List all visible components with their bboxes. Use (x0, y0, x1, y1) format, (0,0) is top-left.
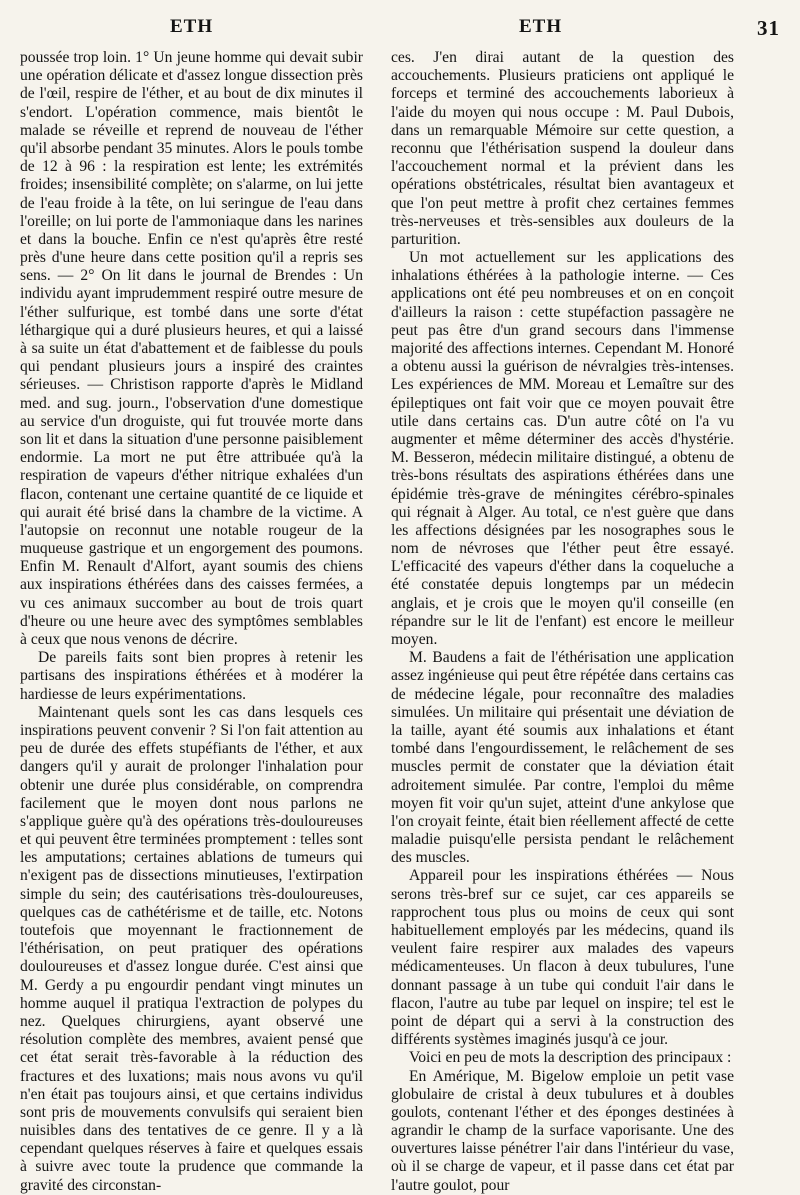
right-paragraph-4: Appareil pour les inspirations éthérées — Nous serons très-bref sur ce sujet, car ces appareils se rapprochent tous plus ou moins de ceux qui sont habituellement employés par les médecins, quand ils veulent faire respirer aux malades des vapeurs médicamenteuses. Un flacon à deux tubulures, l'une donnant passage à un tube qui conduit l'air dans le flacon, l'autre au tube par lequel on inspire; tel est le point de départ qui a servi à la construction des différents systèmes imaginés jusqu'à ce jour. (391, 867, 734, 1049)
right-column (391, 49, 734, 1195)
left-paragraph-1: poussée trop loin. 1° Un jeune homme qui devait subir une opération délicate et d'assez longue dissection près de l'œil, respire de l'éther, et au bout de dix minutes il s'endort. L'opération commence, mais bientôt le malade se réveille et reprend de nouveau de l'éther qu'il absorbe pendant 35 minutes. Alors le pouls tombe de 12 à 96 : la respiration est lente; les extrémités froides; insensibilité complète; on s'alarme, on lui jette de l'eau froide à la tête, on lui seringue de l'eau dans l'oreille; on lui porte de l'ammoniaque dans les narines et dans la bouche. Enfin ce n'est qu'après être resté près d'une heure dans cette position qu'il a repris ses sens. — 2° On lit dans le journal de Brendes : Un individu ayant imprudemment respiré outre mesure de l'éther sulfurique, est tombé dans une sorte d'état léthargique qui a duré plusieurs heures, et qui a laissé à sa suite un état d'abattement et de faiblesse du pouls qui pendant plusieurs jours a inspiré des craintes sérieuses. — Christison rapporte d'après le Midland med. and sug. journ., l'observation d'une domestique au service d'un droguiste, qui fut trouvée morte dans son lit et dans la situation d'une personne paisiblement endormie. La mort ne put être attribuée qu'à la respiration de vapeurs d'éther nitrique exhalées d'un flacon, contenant une certaine quantité de ce liquide et qui aurait été brisé dans la chambre de la victime. A l'autopsie on reconnut une notable rougeur de la muqueuse gastrique et un engorgement des poumons. Enfin M. Renault d'Alfort, ayant soumis des chiens aux inspirations éthérées dans des caisses fermées, a vu ces animaux succomber au bout de trois quart d'heure ou une heure avec des symptômes semblables à ceux que nous venons de décrire. (20, 49, 363, 648)
running-header (0, 4, 800, 44)
header-right-title: ETH (519, 16, 563, 37)
left-paragraph-2: De pareils faits sont bien propres à retenir les partisans des inspirations éthérées et à modérer la hardiesse de leurs expérimentations. (20, 649, 363, 703)
page-number: 31 (757, 16, 780, 40)
left-column (20, 49, 363, 1195)
right-paragraph-2: Un mot actuellement sur les applications des inhalations éthérées à la pathologie interne. — Ces applications ont été peu nombreuses et on en conçoit d'ailleurs la raison : cette stupéfaction passagère ne peut pas être d'un grand secours dans l'immense majorité des affections internes. Cependant M. Honoré a obtenu aussi la guérison de névralgies très-intenses. Les expériences de MM. Moreau et Lemaître sur des épileptiques ont fait voir que ce moyen pouvait être utile dans certains cas. D'un autre côté on l'a vu augmenter et même déterminer des accès d'hystérie. M. Besseron, médecin militaire distingué, a obtenu de très-bons résultats des aspirations éthérées dans une épidémie très-grave de méningites cérébro-spinales qui régnait à Alger. Au total, ce n'est guère que dans les affections désignées par les nosographes sous le nom de névroses que l'éther peut être essayé. L'efficacité des vapeurs d'éther dans la coqueluche a été constatée depuis longtemps par un médecin anglais, et je crois que le moyen qu'il conseille (en répandre sur le lit de l'enfant) est encore le meilleur moyen. (391, 249, 734, 648)
header-left-title: ETH (170, 16, 214, 37)
left-paragraph-3: Maintenant quels sont les cas dans lesquels ces inspirations peuvent convenir ? Si l'on fait attention au peu de durée des effets stupéfiants de l'éther, et aux dangers qu'il y aurait de prolonger l'inhalation pour obtenir une durée plus considérable, on comprendra facilement que le moyen dont nous parlons ne s'applique guère qu'à des opérations très-douloureuses et qui peuvent être terminées promptement : telles sont les amputations; certaines ablations de tumeurs qui n'exigent pas de dissections minutieuses, l'extirpation simple du sein; des cautérisations très-douloureuses, quelques cas de cathétérisme et de taille, etc. Notons toutefois que moyennant le fractionnement de l'éthérisation, on peut pratiquer des opérations douloureuses et d'assez longue durée. C'est ainsi que M. Gerdy a pu engourdir pendant vingt minutes un homme auquel il pratiqua l'extraction de polypes du nez. Quelques chirurgiens, ayant observé une résolution complète des membres, avaient pensé que cet état serait très-favorable à la réduction des fractures et des luxations; mais nous avons vu qu'il n'en était pas toujours ainsi, et que certains individus sont pris de mouvements convulsifs qui seraient bien nuisibles dans des tentatives de ce genre. Il y a là cependant quelques réserves à faire et quelques essais à suivre avec toute la prudence que commande la gravité des circonstan- (20, 703, 363, 1194)
right-paragraph-1: ces. J'en dirai autant de la question des accouchements. Plusieurs praticiens ont appliqué le forceps et terminé des accouchements laborieux à l'aide du moyen qui nous occupe : M. Paul Dubois, dans un remarquable Mémoire sur cette question, a reconnu que l'éthérisation suspend la douleur dans l'accouchement normal et la prévient dans les opérations obstétricales, résultat bien avantageux et que l'on peut mettre à profit chez certaines femmes très-nerveuses et très-sensibles aux douleurs de la parturition. (391, 49, 734, 248)
right-paragraph-3: M. Baudens a fait de l'éthérisation une application assez ingénieuse qui peut être répétée dans certains cas de médecine légale, pour reconnaître des maladies simulées. Un militaire qui présentait une déviation de la taille, ayant été soumis aux inhalations et étant tombé dans l'engourdissement, le relâchement de ses muscles permit de constater que la déviation était adroitement simulée. Par contre, l'emploi du même moyen fit voir qu'un sujet, atteint d'une ankylose que l'on croyait feinte, était bien réellement affecté de cette maladie puisqu'elle persista pendant le relâchement des muscles. (391, 649, 734, 867)
right-paragraph-5: Voici en peu de mots la description des principaux : (409, 1049, 732, 1067)
right-paragraph-6: En Amérique, M. Bigelow emploie un petit vase globulaire de cristal à deux tubulures et à doubles goulots, contenant l'éther et des éponges destinées à agrandir le champ de la surface vaporisante. Une des ouvertures laisse pénétrer l'air dans l'intérieur du vase, où il se charge de vapeur, et il passe dans cet état par l'autre goulot, pour (391, 1067, 734, 1194)
